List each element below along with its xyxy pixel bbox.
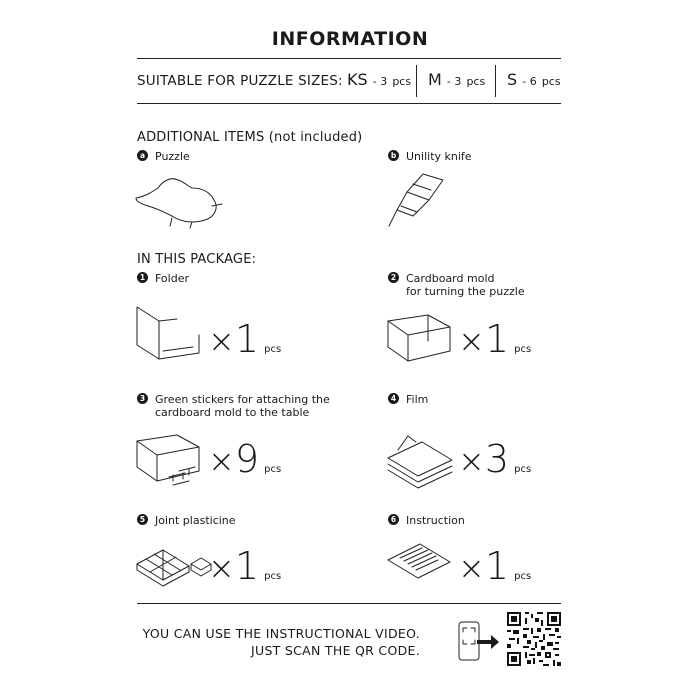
item-label-line2: for turning the puzzle: [406, 285, 525, 298]
qty-value: 3: [484, 437, 509, 481]
qty-value: 1: [484, 317, 509, 361]
size-m-count: - 3: [446, 75, 462, 88]
size-ks: [347, 70, 411, 89]
qty-unit: pcs: [514, 571, 532, 582]
package-item-film: [388, 393, 428, 406]
divider-sizes: [137, 103, 561, 104]
badge: b: [388, 150, 399, 161]
qty-instruction: [458, 544, 532, 588]
package-item-plasticine: [137, 514, 236, 527]
footer-line2: JUST SCAN THE QR CODE.: [251, 643, 420, 658]
qty-film: [458, 437, 532, 481]
size-m-code: M: [428, 70, 442, 89]
utility-knife-icon: [383, 170, 453, 230]
size-m-unit: pcs: [466, 75, 486, 88]
item-label: Green stickers for attaching the: [155, 393, 330, 406]
page-title: INFORMATION: [271, 28, 429, 50]
package-item-mold: [388, 272, 525, 298]
size-s-code: S: [507, 70, 518, 89]
item-label: Unility knife: [406, 150, 472, 163]
qty-unit: pcs: [514, 464, 532, 475]
qty-stickers: [208, 437, 282, 481]
qty-unit: pcs: [264, 344, 282, 355]
sizes-label: SUITABLE FOR PUZZLE SIZES:: [137, 73, 343, 89]
stickers-icon: [133, 425, 205, 495]
badge: 4: [388, 393, 399, 404]
phone-scan-icon: [455, 618, 503, 664]
qr-code-icon: [507, 612, 561, 666]
item-label: Folder: [155, 272, 189, 285]
qty-sign: ×: [208, 322, 235, 360]
footer-text: [110, 625, 420, 659]
qty-unit: pcs: [264, 571, 282, 582]
qty-plasticine: [208, 544, 282, 588]
qty-sign: ×: [208, 549, 235, 587]
additional-heading: ADDITIONAL ITEMS (not included): [137, 130, 363, 145]
qty-sign: ×: [458, 322, 485, 360]
qty-value: 1: [234, 317, 259, 361]
qty-unit: pcs: [514, 344, 532, 355]
folder-icon: [133, 305, 203, 365]
divider-footer: [137, 603, 561, 604]
badge: a: [137, 150, 148, 161]
size-s: [507, 70, 561, 89]
size-ks-count: - 3: [372, 75, 388, 88]
size-s-count: - 6: [522, 75, 537, 88]
item-label: Joint plasticine: [155, 514, 236, 527]
qty-mold: [458, 317, 532, 361]
size-separator: [416, 65, 417, 97]
instruction-icon: [384, 540, 456, 585]
qty-unit: pcs: [264, 464, 282, 475]
qty-value: 1: [234, 544, 259, 588]
cardboard-mold-icon: [384, 305, 454, 365]
badge: 1: [137, 272, 148, 283]
size-ks-code: KS: [347, 70, 368, 89]
footer-line1: YOU CAN USE THE INSTRUCTIONAL VIDEO.: [142, 626, 420, 641]
plasticine-icon: [133, 540, 213, 590]
qty-value: 9: [234, 437, 259, 481]
badge: 3: [137, 393, 148, 404]
package-heading: IN THIS PACKAGE:: [137, 252, 257, 267]
badge: 6: [388, 514, 399, 525]
film-icon: [384, 430, 456, 485]
qty-folder: [208, 317, 282, 361]
size-s-unit: pcs: [541, 75, 561, 88]
size-m: [428, 70, 485, 89]
puzzle-bird-icon: [132, 170, 232, 230]
qty-sign: ×: [458, 549, 485, 587]
badge: 5: [137, 514, 148, 525]
qty-sign: ×: [208, 442, 235, 480]
size-separator: [495, 65, 496, 97]
item-label: Puzzle: [155, 150, 190, 163]
package-item-stickers: [137, 393, 330, 419]
divider-top: [137, 58, 561, 59]
additional-item-puzzle: [137, 150, 190, 163]
qty-sign: ×: [458, 442, 485, 480]
badge: 2: [388, 272, 399, 283]
package-item-folder: [137, 272, 189, 285]
item-label-line2: cardboard mold to the table: [155, 406, 310, 419]
qty-value: 1: [484, 544, 509, 588]
item-label: Cardboard mold: [406, 272, 495, 285]
additional-item-knife: [388, 150, 472, 163]
size-ks-unit: pcs: [392, 75, 412, 88]
item-label: Instruction: [406, 514, 465, 527]
item-label: Film: [406, 393, 429, 406]
package-item-instruction: [388, 514, 465, 527]
